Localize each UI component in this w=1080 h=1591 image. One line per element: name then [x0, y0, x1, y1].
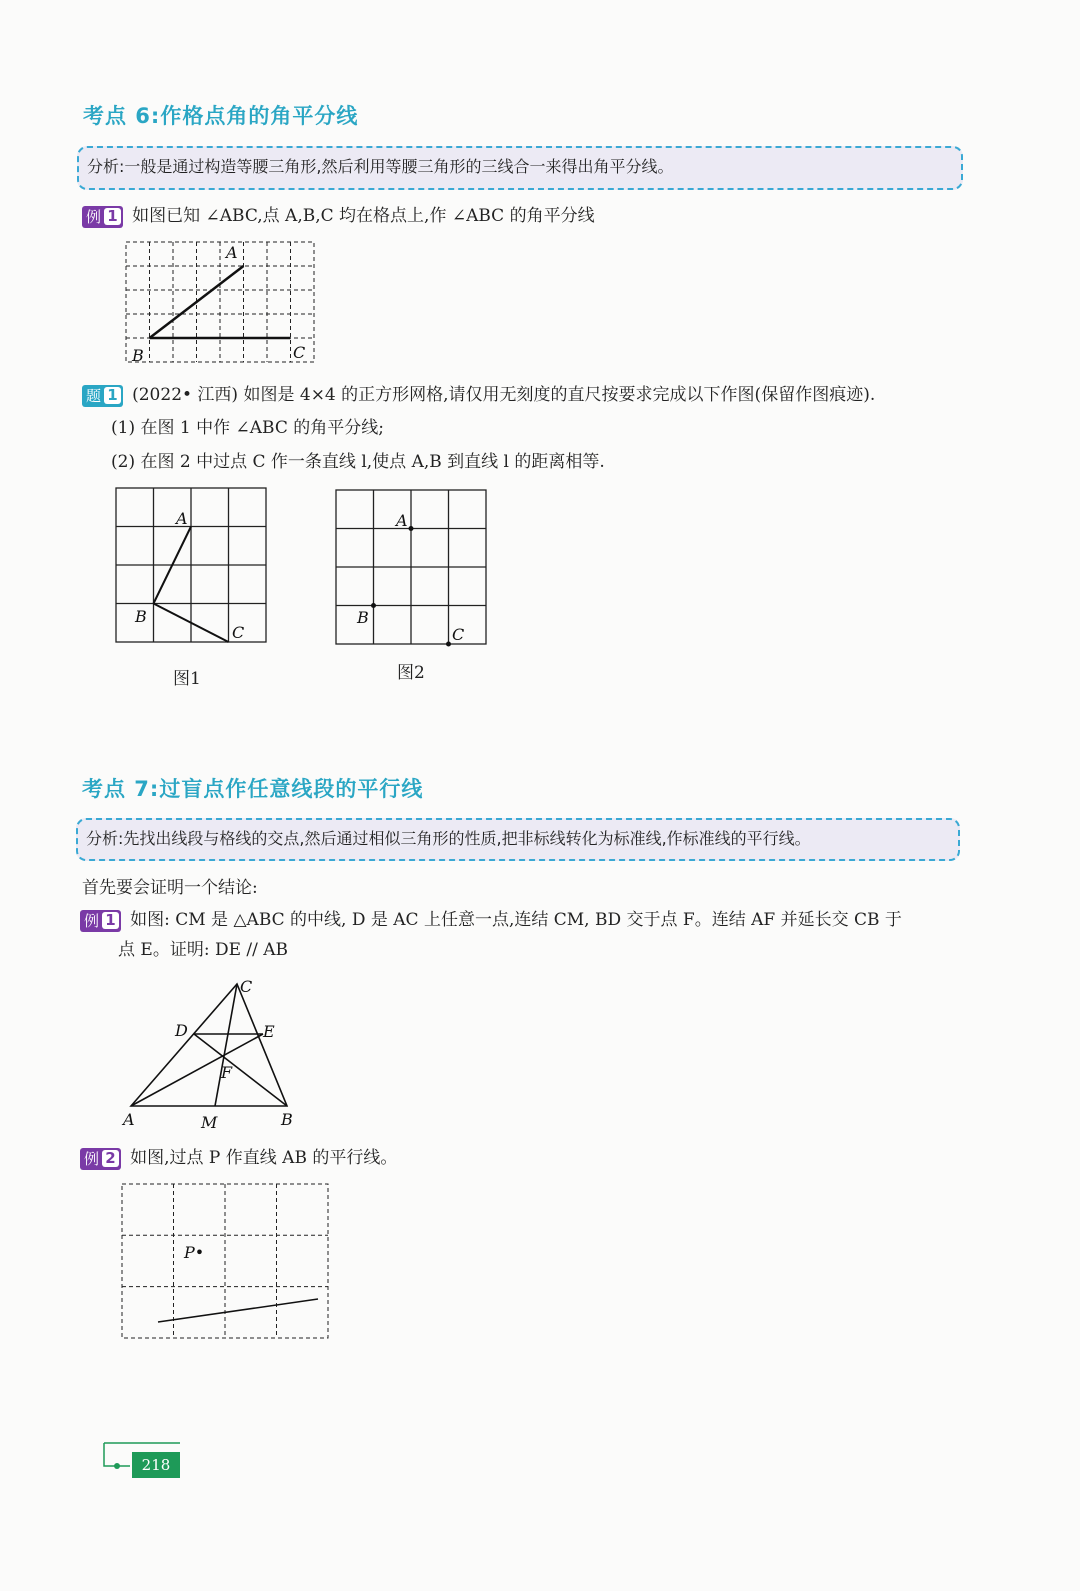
section-6-title: 考点 6:作格点角的角平分线: [83, 104, 359, 128]
parallel-grid-figure: [118, 1180, 333, 1345]
section-7-example-1-row: [80, 908, 902, 932]
question-1-text: (2022• 江西) 如图是 4×4 的正方形网格,请仅用无刻度的直尺按要求完成以下作图(保留作图痕迹).: [132, 385, 876, 405]
example-1-text: 如图已知 ∠ABC,点 A,B,C 均在格点上,作 ∠ABC 的角平分线: [132, 206, 595, 226]
page-number: 218: [132, 1452, 180, 1478]
section-7-analysis: 分析:先找出线段与格线的交点,然后通过相似三角形的性质,把非标线转化为标准线,作标准线的平行线。: [76, 818, 960, 861]
point-b-label: B: [132, 346, 144, 365]
example-badge: 例 1: [80, 910, 121, 932]
point-c-label: C: [293, 343, 306, 362]
section-7-title: 考点 7:过盲点作任意线段的平行线: [82, 777, 424, 801]
section-7-example-2-row: [80, 1146, 397, 1170]
example-1-row: [82, 204, 595, 228]
section-7-example-1-line-1: 如图: CM 是 △ABC 的中线, D 是 AC 上任意一点,连结 CM, BD 交于点 F。连结 AF 并延长交 CB 于: [130, 910, 902, 930]
example-badge: 例 2: [80, 1148, 121, 1170]
question-badge: 题 1: [82, 385, 123, 407]
triangle-figure: [115, 972, 305, 1137]
section-6-analysis: 分析:一般是通过构造等腰三角形,然后利用等腰三角形的三线合一来得出角平分线。: [77, 146, 963, 190]
point-p-label: P•: [184, 1243, 205, 1262]
question-1-part-1: (1) 在图 1 中作 ∠ABC 的角平分线;: [111, 418, 384, 438]
point-e-label: E: [263, 1022, 275, 1041]
fig1-c-label: C: [232, 623, 245, 642]
point-c-label: C: [240, 977, 253, 996]
point-f-label: F: [221, 1063, 233, 1082]
figure-1-caption: 图1: [173, 669, 201, 689]
figure-2-grid: [330, 484, 495, 654]
fig1-b-label: B: [135, 607, 147, 626]
example-badge: 例 1: [82, 206, 123, 228]
section-7-example-1-line-2: 点 E。证明: DE // AB: [118, 940, 289, 960]
point-b-label: B: [281, 1110, 293, 1129]
fig1-a-label: A: [176, 509, 188, 528]
point-a-label: A: [123, 1110, 135, 1129]
section-7-intro: 首先要会证明一个结论:: [82, 878, 258, 898]
section-7-example-2-text: 如图,过点 P 作直线 AB 的平行线。: [130, 1148, 398, 1168]
angle-grid-figure: [120, 236, 325, 371]
fig2-a-label: A: [396, 511, 408, 530]
point-a-label: A: [226, 243, 238, 262]
figure-2-caption: 图2: [397, 663, 425, 683]
fig2-c-label: C: [452, 625, 465, 644]
question-1-part-2: (2) 在图 2 中过点 C 作一条直线 l,使点 A,B 到直线 l 的距离相等.: [111, 452, 605, 472]
question-1-row: [82, 383, 875, 407]
point-d-label: D: [175, 1021, 188, 1040]
point-m-label: M: [201, 1113, 218, 1132]
fig2-b-label: B: [357, 608, 369, 627]
figure-1-grid: [110, 482, 275, 652]
